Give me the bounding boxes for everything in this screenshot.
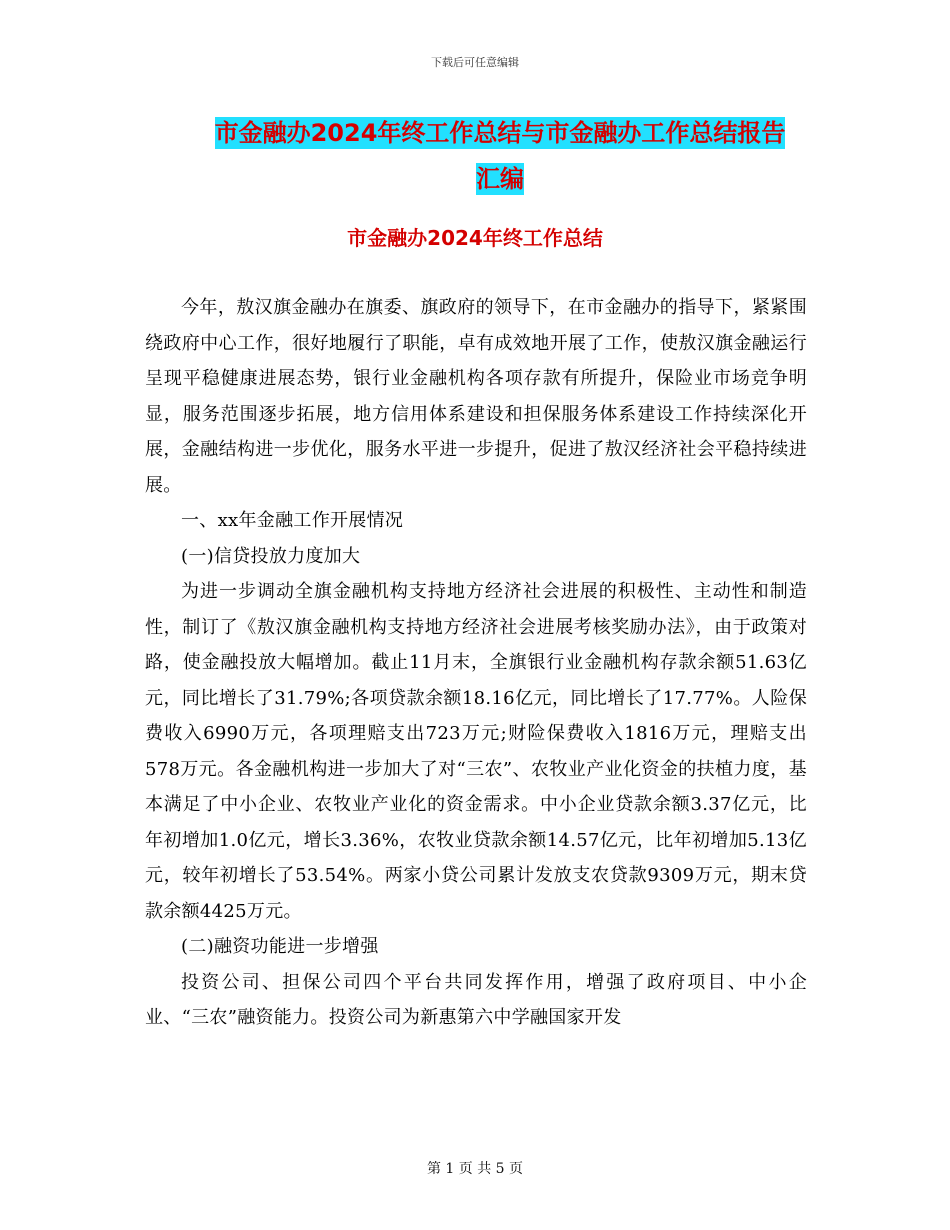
heading-subsection-2: (二)融资功能进一步增强 xyxy=(181,936,379,957)
paragraph-credit: 为进一步调动全旗金融机构支持地方经济社会进展的积极性、主动性和制造性，制订了《敖汉旗金融机构支持地方经济社会进展考核奖励办法》，由于政策对路，使金融投放大幅增加。截止11月末，全旗银行业金融机构存款余额51.63亿元，同比增长了31.79%;各项贷款余额18.16亿元，同比增长了17.77%。人险保费收入6990万元，各项理赔支出723万元;财险保费收入1816万元，理赔支出578万元。各金融机构进一步加大了对“三农”、农牧业产业化资金的扶植力度，基本满足了中小企业、农牧业产业化的资金需求。中小企业贷款余额3.37亿元，比年初增加1.0亿元，增长3.36%，农牧业贷款余额14.57亿元，比年初增加5.13亿元，较年初增长了53.54%。两家小贷公司累计发放支农贷款9309万元，期末贷款余额4425万元。 xyxy=(145,581,807,922)
paragraph-financing: 投资公司、担保公司四个平台共同发挥作用，增强了政府项目、中小企业、“三农”融资能力。投资公司为新惠第六中学融国家开发 xyxy=(145,971,807,1028)
paragraph-intro: 今年，敖汉旗金融办在旗委、旗政府的领导下，在市金融办的指导下，紧紧围绕政府中心工作，很好地履行了职能，卓有成效地开展了工作，使敖汉旗金融运行呈现平稳健康进展态势，银行业金融机构各项存款有所提升，保险业市场竞争明显，服务范围逐步拓展，地方信用体系建设和担保服务体系建设工作持续深化开展，金融结构进一步优化，服务水平进一步提升，促进了敖汉经济社会平稳持续进展。 xyxy=(145,297,807,496)
document-title-line-2: 汇编 xyxy=(476,165,524,193)
document-body xyxy=(145,290,807,1036)
page-footer: 第 1 页 共 5 页 xyxy=(426,1161,524,1177)
document-title-line-1: 市金融办2024年终工作总结与市金融办工作总结报告 xyxy=(214,119,786,147)
section-title: 市金融办2024年终工作总结 xyxy=(347,226,603,250)
heading-section-1: 一、xx年金融工作开展情况 xyxy=(181,510,404,531)
document-title xyxy=(150,110,850,202)
header-note: 下载后可任意编辑 xyxy=(431,56,519,69)
heading-subsection-1: (一)信贷投放力度加大 xyxy=(181,545,361,567)
